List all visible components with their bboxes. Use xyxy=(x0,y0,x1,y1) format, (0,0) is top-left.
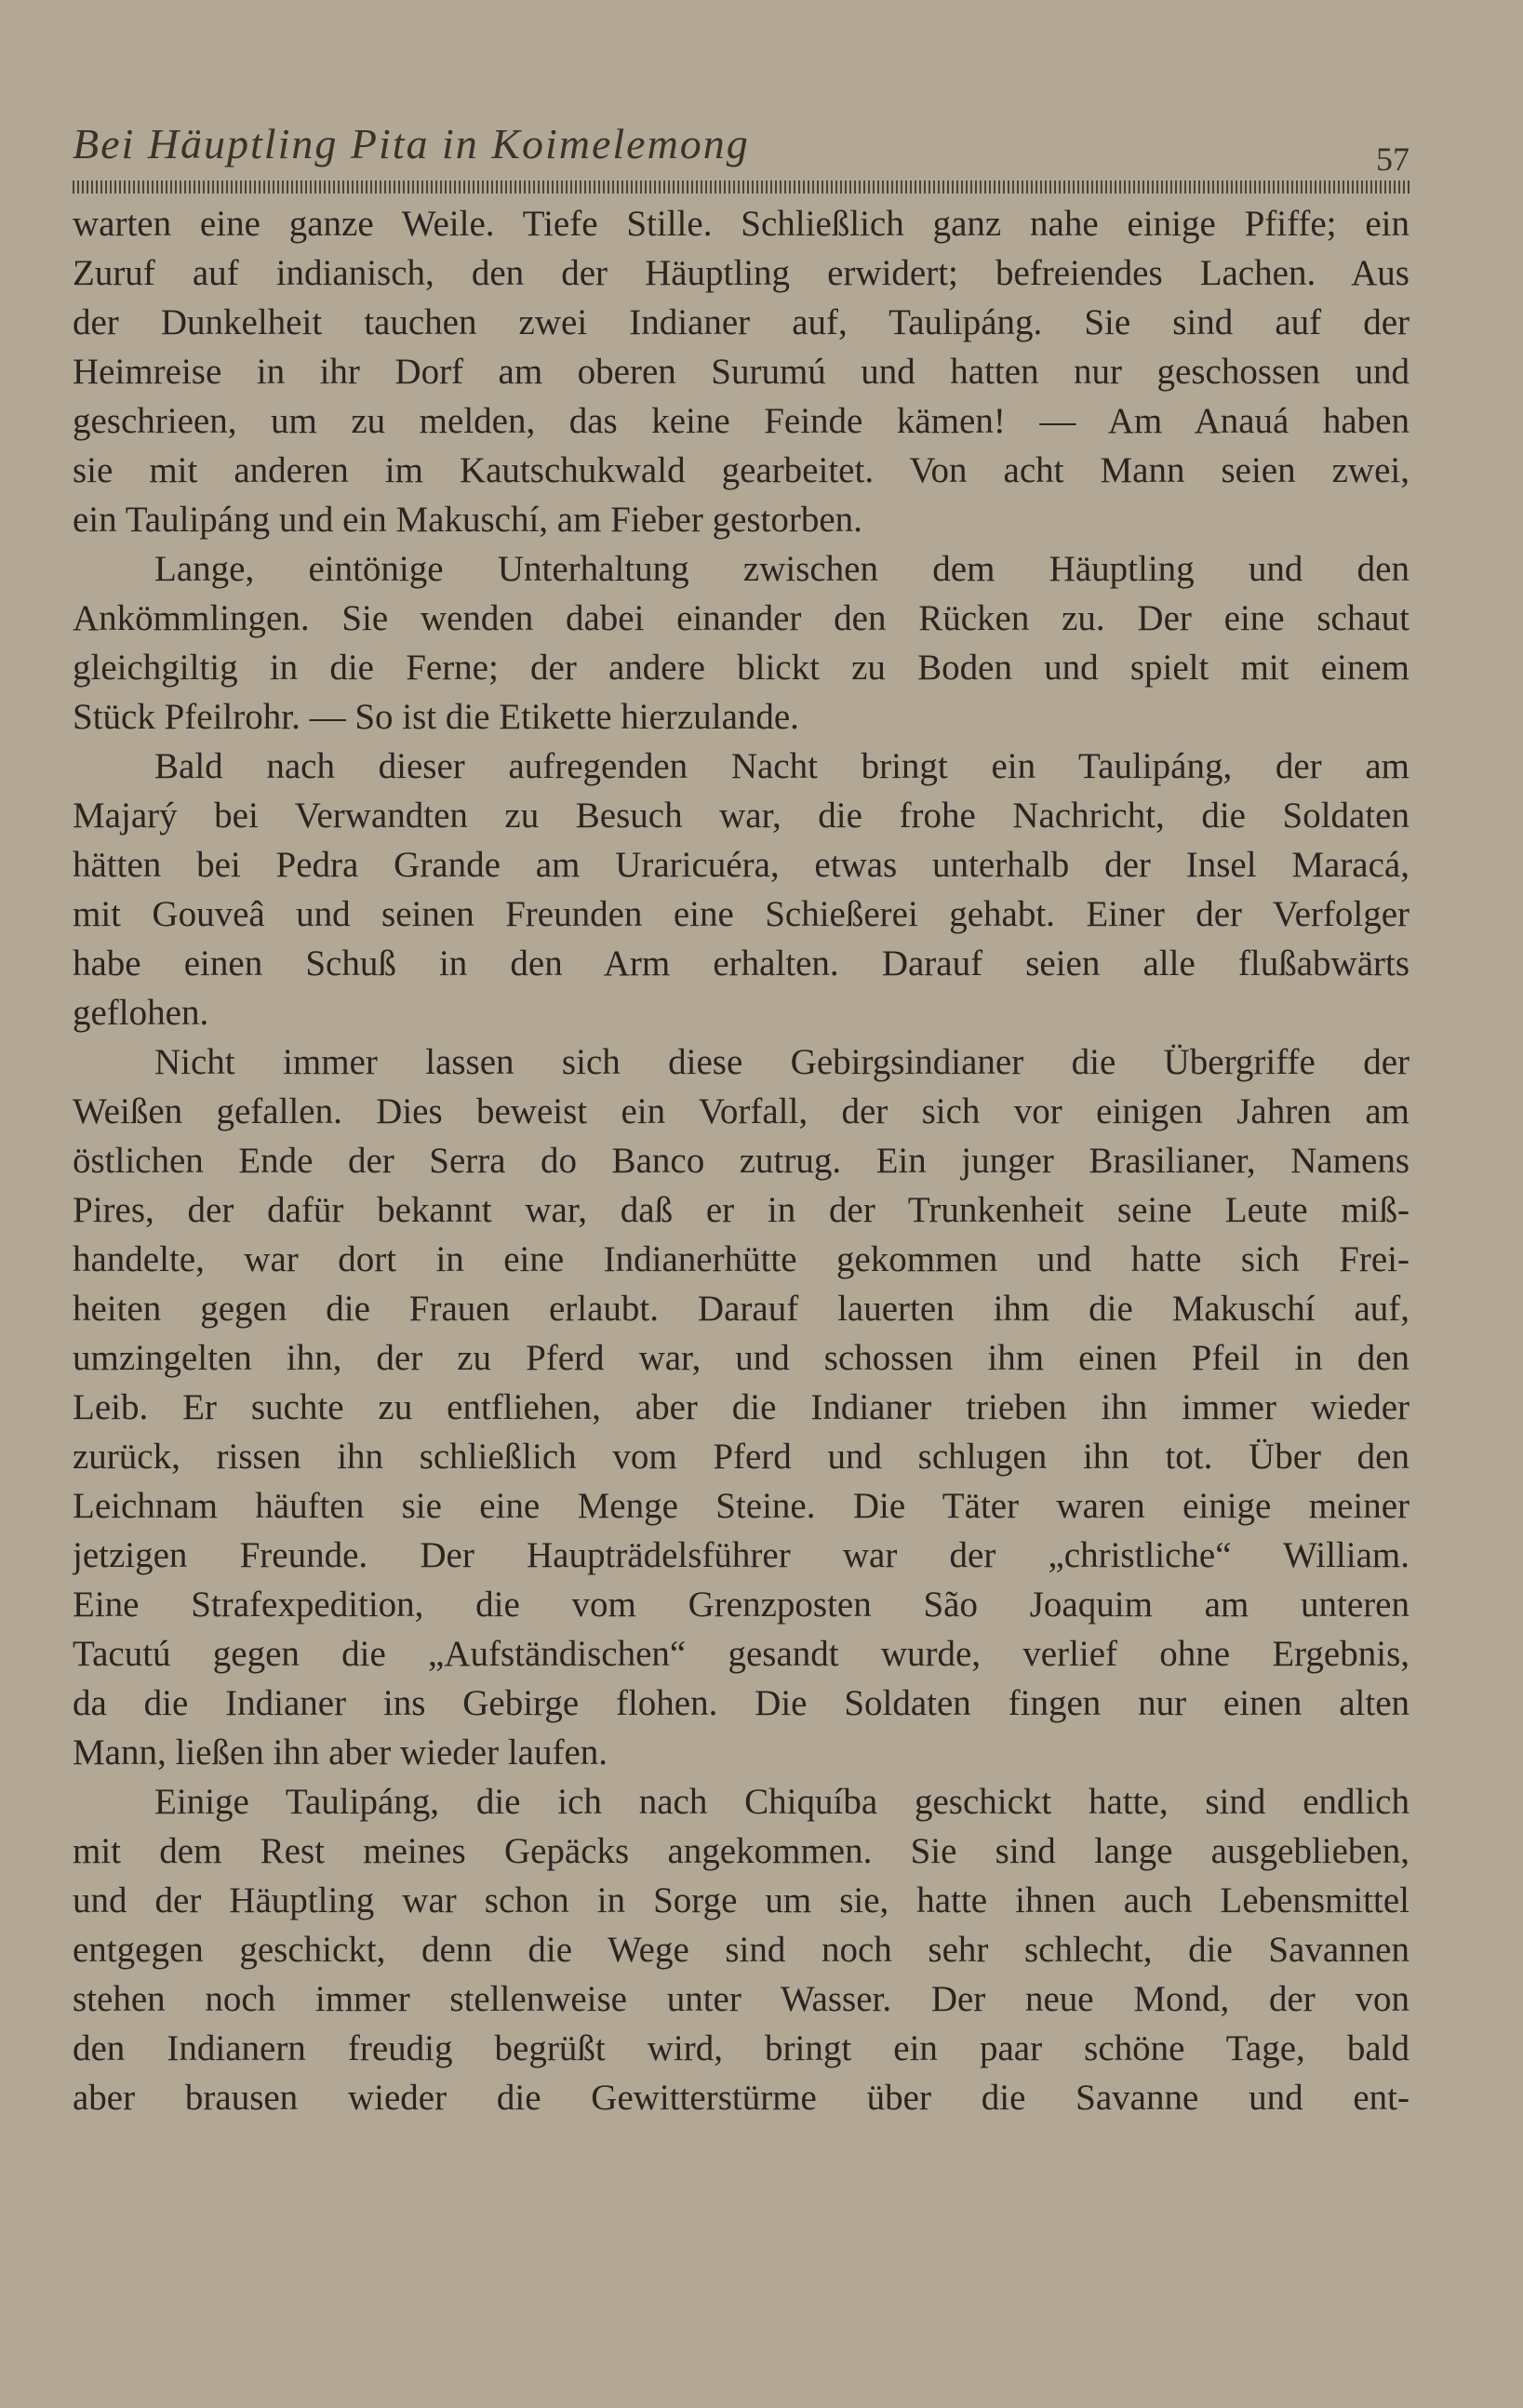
text-line: geschrieen, um zu melden, das keine Feinde kämen! — Am Anauá haben xyxy=(73,401,1409,441)
text-line: mit dem Rest meines Gepäcks angekommen. Sie sind lange ausgeblieben, xyxy=(73,1831,1409,1871)
text-line: warten eine ganze Weile. Tiefe Stille. Schließlich ganz nahe einige Pfiffe; ein xyxy=(73,204,1409,244)
text-line: handelte, war dort in eine Indianerhütte gekommen und hatte sich Frei- xyxy=(73,1239,1409,1279)
text-line: hätten bei Pedra Grande am Uraricuéra, etwas unterhalb der Insel Maracá, xyxy=(73,845,1409,885)
text-line: Nicht immer lassen sich diese Gebirgsindianer die Übergriffe der xyxy=(154,1042,1409,1082)
text-line: ein Taulipáng und ein Makuschí, am Fieber gestorben. xyxy=(73,500,862,540)
text-line: Majarý bei Verwandten zu Besuch war, die frohe Nachricht, die Soldaten xyxy=(73,796,1409,836)
text-line: jetzigen Freunde. Der Haupträdelsführer war der „christliche“ William. xyxy=(73,1535,1409,1575)
text-line: Mann, ließen ihn aber wieder laufen. xyxy=(73,1732,608,1773)
text-line: Tacutú gegen die „Aufständischen“ gesandt wurde, verlief ohne Ergebnis, xyxy=(73,1634,1409,1674)
page-header xyxy=(73,119,1409,178)
text-line: zurück, rissen ihn schließlich vom Pferd und schlugen ihn tot. Über den xyxy=(73,1437,1409,1477)
text-line: habe einen Schuß in den Arm erhalten. Darauf seien alle flußabwärts xyxy=(73,943,1409,983)
text-line: mit Gouveâ und seinen Freunden eine Schießerei gehabt. Einer der Verfolger xyxy=(73,894,1409,934)
text-line: umzingelten ihn, der zu Pferd war, und schossen ihm einen Pfeil in den xyxy=(73,1338,1409,1378)
text-line: der Dunkelheit tauchen zwei Indianer auf, Taulipáng. Sie sind auf der xyxy=(73,302,1409,342)
header-rule xyxy=(73,181,1409,194)
text-line: östlichen Ende der Serra do Banco zutrug. Ein junger Brasilianer, Namens xyxy=(73,1141,1409,1181)
text-line: da die Indianer ins Gebirge flohen. Die Soldaten fingen nur einen alten xyxy=(73,1683,1409,1723)
text-line: entgegen geschickt, denn die Wege sind noch sehr schlecht, die Savannen xyxy=(73,1930,1409,1970)
text-line: Lange, eintönige Unterhaltung zwischen dem Häuptling und den xyxy=(154,549,1409,589)
text-line: Einige Taulipáng, die ich nach Chiquíba geschickt hatte, sind endlich xyxy=(154,1782,1409,1822)
text-line: Bald nach dieser aufregenden Nacht bringt ein Taulipáng, der am xyxy=(154,746,1409,786)
text-line: stehen noch immer stellenweise unter Wasser. Der neue Mond, der von xyxy=(73,1979,1409,2019)
text-line: Zuruf auf indianisch, den der Häuptling erwidert; befreiendes Lachen. Aus xyxy=(73,253,1409,293)
running-title: Bei Häuptling Pita in Koimelemong xyxy=(73,120,750,167)
text-line: Heimreise in ihr Dorf am oberen Surumú und hatten nur geschossen und xyxy=(73,352,1409,392)
text-line: Leib. Er suchte zu entfliehen, aber die Indianer trieben ihn immer wieder xyxy=(73,1387,1409,1427)
page-number: 57 xyxy=(1376,140,1409,178)
text-line: Stück Pfeilrohr. — So ist die Etikette hierzulande. xyxy=(73,697,799,737)
text-line: geflohen. xyxy=(73,993,209,1033)
text-line: heiten gegen die Frauen erlaubt. Darauf lauerten ihm die Makuschí auf, xyxy=(73,1289,1409,1329)
text-line: sie mit anderen im Kautschukwald gearbeitet. Von acht Mann seien zwei, xyxy=(73,450,1409,490)
body-text xyxy=(73,199,1409,2122)
text-line: Pires, der dafür bekannt war, daß er in der Trunkenheit seine Leute miß- xyxy=(73,1190,1409,1230)
text-line: gleichgiltig in die Ferne; der andere blickt zu Boden und spielt mit einem xyxy=(73,648,1409,688)
text-line: den Indianern freudig begrüßt wird, bringt ein paar schöne Tage, bald xyxy=(73,2028,1409,2068)
text-line: Leichnam häuften sie eine Menge Steine. Die Täter waren einige meiner xyxy=(73,1486,1409,1526)
text-line: Weißen gefallen. Dies beweist ein Vorfall, der sich vor einigen Jahren am xyxy=(73,1091,1409,1131)
text-line: aber brausen wieder die Gewitterstürme über die Savanne und ent- xyxy=(73,2078,1409,2118)
text-line: Ankömmlingen. Sie wenden dabei einander den Rücken zu. Der eine schaut xyxy=(73,598,1409,638)
text-line: Eine Strafexpedition, die vom Grenzposten São Joaquim am unteren xyxy=(73,1585,1409,1625)
text-line: und der Häuptling war schon in Sorge um sie, hatte ihnen auch Lebensmittel xyxy=(73,1880,1409,1920)
